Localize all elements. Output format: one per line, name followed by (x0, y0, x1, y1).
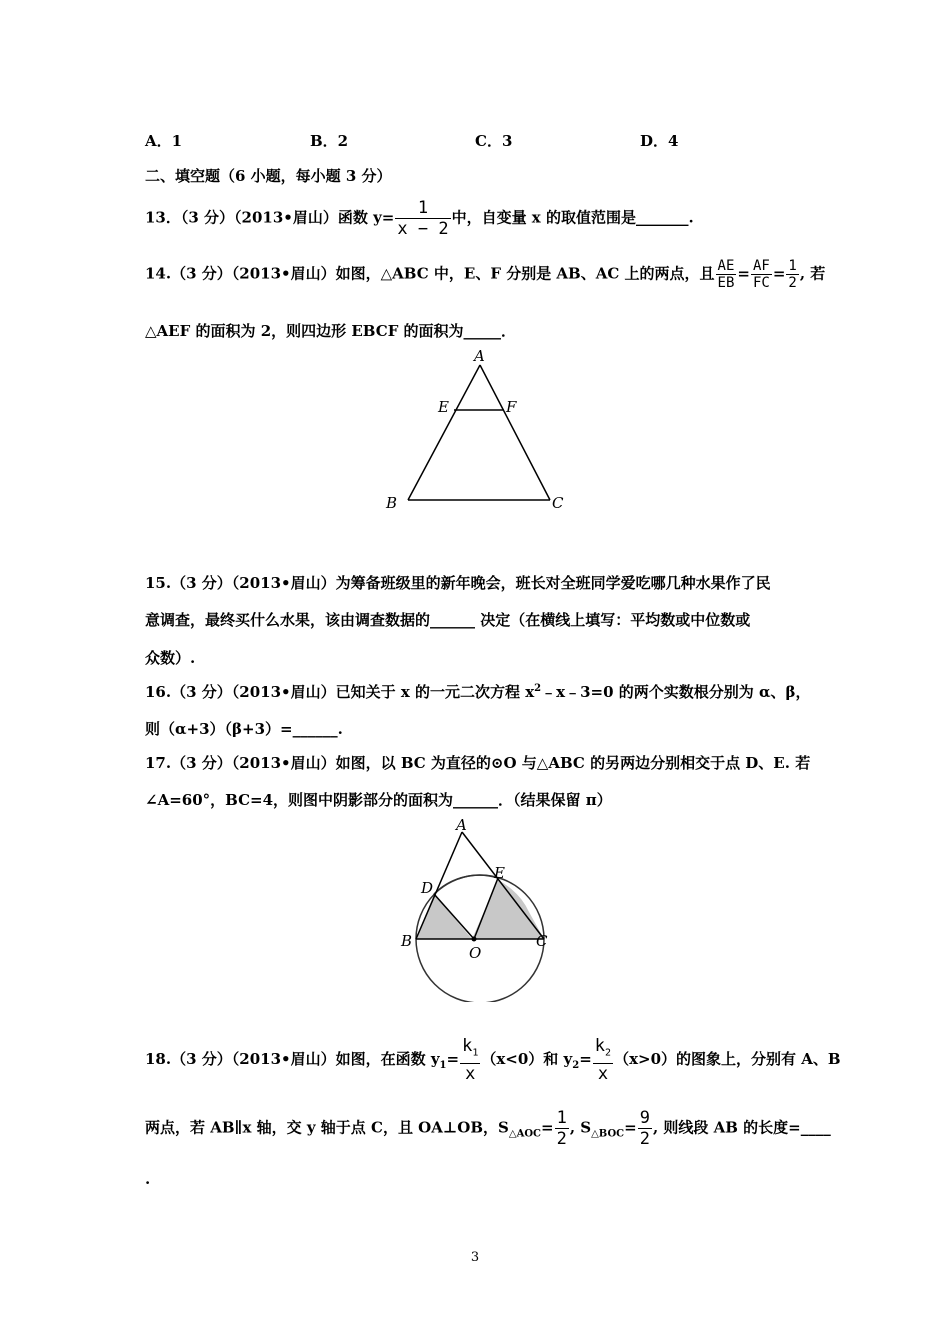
question-18-line-1 (145, 1036, 841, 1084)
q18-pre: 18.（3 分）（2013•眉山）如图，在函数 y (145, 1050, 440, 1069)
q16-exponent: 2 (534, 683, 542, 694)
question-16-line-2: 则（α+3）（β+3）=______. (145, 720, 343, 738)
question-15-line-1: 15.（3 分）（2013•眉山）为筹备班级里的新年晚会，班长对全班同学爱吃哪几种水果作了民 (145, 574, 771, 592)
q18-k1-den: x (465, 1064, 476, 1085)
q18-k2-sub: 2 (605, 1047, 612, 1059)
q18-l2a: 两点，若 AB∥x 轴，交 y 轴于点 C，且 OA⊥OB，S (145, 1118, 509, 1137)
label-a: A (474, 347, 485, 365)
label-f: F (506, 398, 517, 416)
q18-fa-num: 1 (556, 1108, 567, 1128)
arc-de (434, 875, 498, 894)
side-ab (408, 365, 480, 500)
triangle-figure (380, 345, 570, 520)
label-e: E (438, 398, 449, 416)
q14-pre: 14.（3 分）（2013•眉山）如图，△ABC 中，E、F 分别是 AB、AC 上的两点，且 (145, 264, 715, 283)
shaded-region-left (416, 894, 472, 939)
shaded-region-right (472, 880, 544, 939)
q14-f1-den: EB (717, 275, 735, 291)
question-14 (145, 258, 825, 291)
question-14-line-2: △AEF 的面积为 2，则四边形 EBCF 的面积为_____． (145, 322, 517, 340)
q18-fa-den: 2 (556, 1129, 567, 1149)
question-15-line-2: 意调查，最终买什么水果，该由调查数据的______ 决定（在横线上填写：平均数或中位数或 (145, 611, 751, 629)
q14-fraction-half (786, 258, 798, 291)
section-heading: 二、填空题（6 小题，每小题 3 分） (145, 167, 392, 185)
q18-sub-aoc: △AOC (508, 1128, 541, 1140)
q18-fraction-k2 (593, 1036, 613, 1084)
q18-k2-den: x (597, 1064, 609, 1085)
q13-pre: 13．（3 分）（2013•眉山）函数 y= (145, 208, 395, 227)
q16-part-b: ﹣x﹣3=0 的两个实数根分别为 α、β， (541, 683, 811, 701)
q18-k2-letter: k (594, 1036, 606, 1056)
center-point (472, 937, 477, 942)
q18-fraction-b (638, 1108, 652, 1149)
q18-sub2: 2 (572, 1060, 580, 1072)
q18-eq2: = (579, 1050, 592, 1069)
question-13 (145, 198, 694, 239)
q14-f3-den: 2 (788, 275, 797, 291)
side-ac (480, 365, 550, 500)
q18-k2-num (593, 1036, 613, 1064)
q14-f3-num: 1 (788, 258, 797, 274)
q18-eqb: = (624, 1118, 637, 1137)
q14-eq1: = (737, 264, 750, 283)
label-e: E (494, 864, 505, 882)
q18-sub1: 1 (439, 1060, 447, 1072)
q13-denominator: x − 2 (397, 219, 449, 239)
label-c: C (552, 494, 564, 512)
q14-f2-den: FC (752, 275, 770, 291)
circle-figure (390, 812, 570, 1002)
q13-post: 中，自变量 x 的取值范围是_______. (451, 208, 694, 227)
q18-k1-sub: 1 (472, 1047, 479, 1059)
q18-fb-num: 9 (639, 1108, 650, 1128)
question-18-line-2 (145, 1108, 831, 1149)
q14-eq2: = (772, 264, 786, 283)
q18-l2b: , 则线段 AB 的长度=____ (652, 1118, 831, 1137)
label-d: D (421, 879, 434, 897)
question-15-line-3: 众数）. (145, 649, 196, 667)
q18-eqa: = (541, 1118, 554, 1137)
q18-mid1: （x<0）和 y (481, 1050, 573, 1069)
q14-post: , 若 (799, 264, 826, 283)
q18-sub-boc: △BOC (591, 1128, 625, 1140)
question-17-line-1: 17.（3 分）（2013•眉山）如图，以 BC 为直径的⊙O 与△ABC 的另两边分别相交于点 D、E. 若 (145, 754, 811, 772)
q13-numerator: 1 (395, 198, 450, 219)
q18-k1-num (460, 1036, 480, 1064)
question-18-line-3: . (145, 1170, 151, 1188)
label-b: B (401, 932, 413, 950)
q14-fraction-ae-eb (716, 258, 737, 291)
q18-k1-letter: k (462, 1036, 473, 1056)
q18-eq1: = (446, 1050, 460, 1069)
q14-f1-num: AE (717, 258, 735, 274)
option-b: B．2 (310, 132, 349, 150)
q14-fraction-af-fc (751, 258, 772, 291)
page-number: 3 (470, 1250, 480, 1265)
q18-fraction-k1 (460, 1036, 480, 1084)
label-a: A (456, 816, 467, 834)
q18-fraction-a (555, 1108, 569, 1149)
label-o: O (469, 944, 482, 962)
label-c: C (536, 932, 548, 950)
option-c: C．3 (475, 132, 513, 150)
q13-fraction (395, 198, 450, 239)
q14-f2-num: AF (752, 258, 770, 274)
question-16-line-1 (145, 681, 810, 702)
q18-post1: （x>0）的图象上，分别有 A、B (614, 1050, 841, 1069)
label-b: B (386, 494, 398, 512)
question-17-line-2: ∠A=60°，BC=4，则图中阴影部分的面积为______．（结果保留 π） (145, 791, 612, 809)
q18-fb-den: 2 (639, 1129, 650, 1149)
option-a: A．1 (145, 132, 183, 150)
q18-comma: , S (569, 1118, 592, 1137)
option-d: D．4 (640, 132, 679, 150)
q16-part-a: 16.（3 分）（2013•眉山）已知关于 x 的一元二次方程 x (145, 683, 535, 701)
